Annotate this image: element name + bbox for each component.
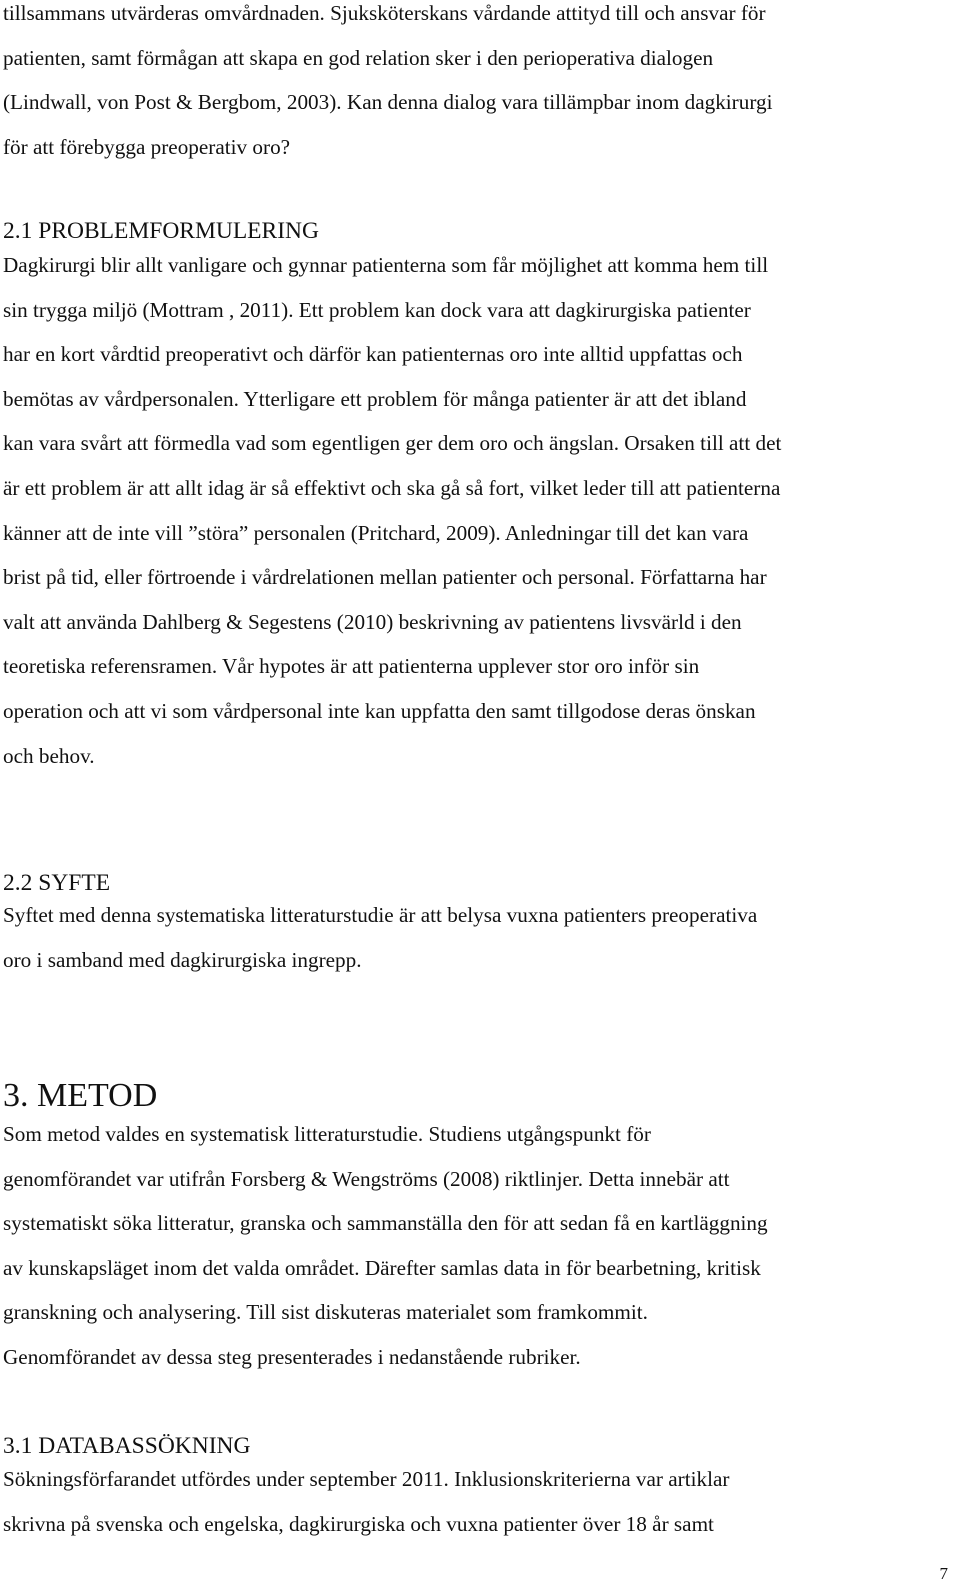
section-heading-syfte: 2.2 SYFTE — [3, 870, 111, 896]
text-line: Som metod valdes en systematisk litteraturstudie. Studiens utgångspunkt för — [3, 1122, 651, 1146]
text-line: och behov. — [3, 743, 95, 768]
databassokning-paragraph — [3, 1457, 953, 1546]
text-line: tillsammans utvärderas omvårdnaden. Sjuksköterskans vårdande attityd till och ansvar för — [3, 1, 766, 25]
text-line: granskning och analysering. Till sist diskuteras materialet som framkommit. — [3, 1300, 648, 1325]
text-line: operation och att vi som vårdpersonal inte kan uppfatta den samt tillgodose deras önskan — [3, 698, 756, 723]
text-line: oro i samband med dagkirurgiska ingrepp. — [3, 947, 362, 972]
syfte-paragraph — [3, 893, 953, 982]
text-line: är ett problem är att allt idag är så effektivt och ska gå så fort, vilket leder till att patienterna — [3, 475, 781, 500]
text-line: brist på tid, eller förtroende i vårdrelationen mellan patienter och personal. Författarna har — [3, 565, 767, 590]
text-line: (Lindwall, von Post & Bergbom, 2003). Kan denna dialog vara tillämpbar inom dagkirurgi — [3, 90, 773, 115]
text-line: patienten, samt förmågan att skapa en god relation sker i den perioperativa dialogen — [3, 45, 714, 70]
text-line: bemötas av vårdpersonalen. Ytterligare ett problem för många patienter är att det ibland — [3, 386, 747, 411]
text-line: Syftet med denna systematiska litteraturstudie är att belysa vuxna patienters preoperativa — [3, 903, 758, 927]
text-line: för att förebygga preoperativ oro? — [3, 134, 291, 159]
text-line: känner att de inte vill ”störa” personalen (Pritchard, 2009). Anledningar till det kan vara — [3, 520, 749, 545]
text-line: skrivna på svenska och engelska, dagkirurgiska och vuxna patienter över 18 år samt — [3, 1511, 714, 1536]
text-line: valt att använda Dahlberg & Segestens (2010) beskrivning av patientens livsvärld i den — [3, 609, 742, 634]
text-line: sin trygga miljö (Mottram , 2011). Ett problem kan dock vara att dagkirurgiska patienter — [3, 297, 751, 322]
text-line: kan vara svårt att förmedla vad som egentligen ger dem oro och ängslan. Orsaken till att det — [3, 431, 782, 456]
text-line: Sökningsförfarandet utfördes under september 2011. Inklusionskriterierna var artiklar — [3, 1467, 730, 1491]
text-line: Dagkirurgi blir allt vanligare och gynnar patienterna som får möjlighet att komma hem till — [3, 253, 769, 277]
text-line: teoretiska referensramen. Vår hypotes är att patienterna upplever stor oro inför sin — [3, 654, 700, 679]
metod-paragraph — [3, 1112, 953, 1380]
problemformulering-paragraph — [3, 243, 953, 778]
section-heading-metod: 3. METOD — [3, 1077, 158, 1114]
section-heading-problemformulering: 2.1 PROBLEMFORMULERING — [3, 218, 319, 244]
text-line: genomförandet var utifrån Forsberg & Wengströms (2008) riktlinjer. Detta innebär att — [3, 1166, 730, 1191]
section-heading-databassokning: 3.1 DATABASSÖKNING — [3, 1433, 251, 1459]
text-line: Genomförandet av dessa steg presenterades i nedanstående rubriker. — [3, 1344, 581, 1369]
page-number: 7 — [939, 1564, 948, 1583]
text-line: av kunskapsläget inom det valda området. Därefter samlas data in för bearbetning, kritisk — [3, 1255, 761, 1280]
text-line: systematiskt söka litteratur, granska och sammanställa den för att sedan få en kartläggning — [3, 1211, 768, 1236]
intro-paragraph — [3, 0, 953, 169]
text-line: har en kort vårdtid preoperativt och därför kan patienternas oro inte alltid uppfattas och — [3, 342, 743, 367]
